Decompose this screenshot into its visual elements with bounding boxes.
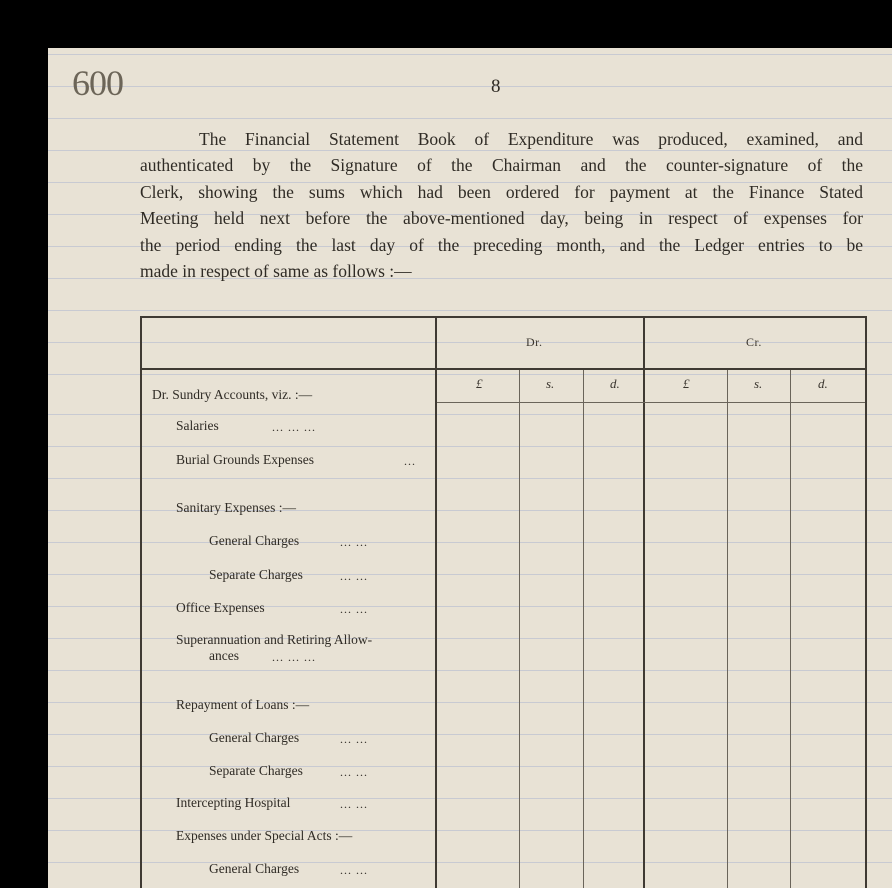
table-divider-cr — [643, 318, 645, 888]
leader-dots: ... ... — [340, 602, 368, 616]
unit-shillings-cr: s. — [754, 376, 763, 391]
header-rule — [142, 368, 865, 370]
dr-heading: Dr. — [526, 335, 543, 349]
unit-rule — [437, 402, 865, 403]
leader-dots: ... ... ... — [272, 420, 316, 434]
leader-dots: ... ... — [340, 863, 368, 877]
intro-line: authenticated by the Signature of the Chairman and the counter-signature of the — [140, 155, 863, 176]
intro-line: Meeting held next before the above-mentioned day, being in respect of expenses for — [140, 208, 863, 229]
row-label: Office Expenses — [176, 600, 265, 615]
table-divider-dr — [435, 318, 437, 888]
row-label: Repayment of Loans :— — [176, 697, 310, 712]
leader-dots: ... ... — [340, 535, 368, 549]
row-label: Intercepting Hospital — [176, 795, 291, 810]
column-rule — [727, 370, 728, 888]
unit-pence-cr: d. — [818, 376, 828, 391]
leader-dots: ... ... — [340, 765, 368, 779]
column-rule — [519, 370, 520, 888]
intro-line: the period ending the last day of the preceding month, and the Ledger entries to be — [140, 234, 863, 255]
column-rule — [583, 370, 584, 888]
unit-shillings-dr: s. — [546, 376, 555, 391]
leader-dots: ... ... ... — [272, 650, 316, 664]
row-label: General Charges — [209, 861, 300, 876]
lead-label: Dr. Sundry Accounts, viz. :— — [152, 387, 313, 402]
intro-line: Clerk, showing the sums which had been ordered for payment at the Finance Stated — [140, 181, 863, 202]
ledger-page — [48, 48, 892, 888]
row-label: Burial Grounds Expenses — [176, 452, 314, 467]
expenditure-table — [140, 316, 867, 888]
unit-pence-dr: d. — [610, 376, 620, 391]
folio-number: 600 — [72, 63, 123, 103]
leader-dots: ... ... — [340, 732, 368, 746]
leader-dots: ... ... — [340, 797, 368, 811]
intro-paragraph — [140, 126, 863, 284]
row-label: Expenses under Special Acts :— — [176, 828, 353, 843]
intro-line: made in respect of same as follows :— — [140, 261, 412, 282]
intro-line: The Financial Statement Book of Expenditure was produced, examined, and — [199, 129, 863, 149]
row-label: Salaries — [176, 418, 219, 433]
row-label: Separate Charges — [209, 763, 303, 778]
row-label: Superannuation and Retiring Allow- — [176, 632, 373, 647]
row-label: ances — [209, 648, 239, 663]
row-label: Separate Charges — [209, 567, 303, 582]
row-label: General Charges — [209, 730, 300, 745]
leader-dots: ... ... — [340, 569, 368, 583]
column-rule — [790, 370, 791, 888]
unit-pounds-dr: £ — [476, 376, 483, 391]
cr-heading: Cr. — [746, 335, 762, 349]
row-label: General Charges — [209, 533, 300, 548]
row-label: Sanitary Expenses :— — [176, 500, 296, 515]
page-number: 8 — [491, 76, 501, 97]
unit-pounds-cr: £ — [683, 376, 690, 391]
leader-dots: ... — [404, 454, 416, 468]
